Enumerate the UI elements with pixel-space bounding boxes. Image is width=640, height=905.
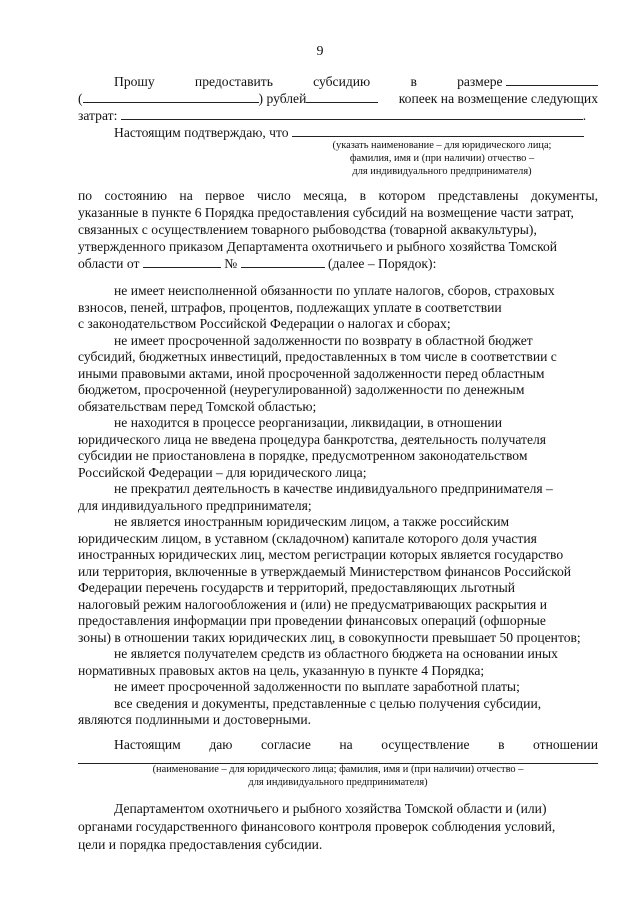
word: согласие [260,737,311,752]
condition-item [78,415,598,481]
word: субсидию [313,74,371,89]
condition-line: не находится в процессе реорганизации, ликвидации, в отношении [114,415,502,430]
text-line: цели и порядка предоставления субсидии. [78,837,323,852]
condition-item [78,679,598,696]
final-paragraph [78,800,598,854]
condition-line: не имеет просроченной задолженности по выплате заработной платы; [114,679,520,694]
text-line: Департаментом охотничьего и рыбного хозяйства Томской области и (или) [114,801,547,816]
word: предоставить [194,74,273,89]
request-paragraph [78,73,598,141]
condition-line: взносов, пеней, штрафов, процентов, подлежащих уплате в соответствии [78,299,502,315]
condition-line: не является иностранным юридическим лицом, а также российским [114,514,510,529]
costs-blank[interactable] [121,107,583,120]
condition-line: не имеет просроченной задолженности по возврату в областной бюджет [114,332,533,348]
condition-line: или территория, включенные в утверждаемый Министерством финансов Российской [78,563,572,579]
condition-line: налоговый режим налогообложения и (или) не предусматривающих раскрытия и [78,596,547,612]
text-line: указанные в пункте 6 Порядка предоставления субсидий на возмещение части затрат, [78,205,574,220]
amount-blank[interactable] [457,73,598,90]
order-date-blank[interactable] [143,255,221,268]
condition-line: Федерации перечень государств и территорий, предоставляющих льготный [78,580,516,595]
condition-line: с законодательством Российской Федерации о налогах и сборах; [78,316,451,331]
condition-line: юридическим лицом, в уставном (складочном) капитале которого доля участия [78,530,537,546]
text-line: утвержденного приказом Департамента охотничьего и рыбного хозяйства Томской [78,239,558,254]
consent-note [78,763,598,789]
note-line: фамилия, имя и (при наличии) отчество – [349,153,535,164]
text-line [78,187,598,204]
recipient-name-note [312,139,572,178]
condition-line: юридического лица не введена процедура банкротства, деятельность получателя [78,431,547,447]
word: в [410,74,417,89]
condition-line: бюджетом, просроченной (неурегулированной) задолженности по денежным [78,382,525,397]
note-line: для индивидуального предпринимателя) [248,777,428,788]
note-line: для индивидуального предпринимателя) [352,166,532,177]
condition-line: являются подлинными и достоверными. [78,712,312,727]
from-label: области от [78,256,140,271]
line-text: по состоянию на первое число месяца, в котором представлены документы, [78,188,598,203]
word: отношении [533,737,598,752]
condition-item [78,481,598,514]
recipient-name-blank[interactable] [292,124,584,137]
note-line: (указать наименование – для юридического лица; [332,140,552,151]
order-number-blank[interactable] [241,255,325,268]
condition-line: иностранных юридических лиц, местом регистрации которых является государство [78,547,564,562]
condition-line: для индивидуального предпринимателя; [78,497,312,513]
condition-line: нормативных правовых актов на цель, указанную в пункте 4 Порядка; [78,662,485,678]
paren-open: ( [78,91,83,106]
condition-item [78,514,598,646]
consent-line [78,736,598,764]
word: Настоящим [114,737,181,752]
condition-line: субсидии не приостановлена в порядке, предусмотренном законодательством [78,448,528,463]
condition-line: предоставления информации при проведении финансовых операций (офшорные [78,613,546,628]
number-sign: № [224,256,238,271]
condition-item [78,333,598,416]
status-paragraph [78,187,598,272]
text-line: связанных с осуществлением товарного рыбоводства (товарной аквакультуры), [78,222,537,237]
page-number: 9 [316,44,324,59]
dot: . [582,108,587,123]
word: на [339,737,353,752]
condition-line: зоны) в отношении таких юридических лиц, в совокупности превышает 50 процентов; [78,629,581,645]
request-line-3 [78,107,598,124]
condition-line: не прекратил деятельность в качестве индивидуального предпринимателя – [114,481,553,496]
amount-words-blank[interactable] [83,90,259,103]
condition-line: не является получателем средств из областного бюджета на основании иных [114,646,558,661]
word: даю [209,737,233,752]
kopecks-blank[interactable] [306,90,378,103]
condition-line: иными правовыми актами, иной просроченной задолженности перед областным [78,365,545,381]
condition-line: субсидий, бюджетных инвестиций, предоставленных в том числе в соответствии с [78,349,557,364]
condition-line: Российской Федерации – для юридического лица; [78,464,367,480]
order-line [78,255,598,272]
text-line: органами государственного финансового контроля проверок соблюдения условий, [78,819,556,834]
request-line-1 [78,73,598,90]
word: осуществление [381,737,470,752]
word: Прошу [114,74,155,89]
condition-line: обязательствам перед Томской областью; [78,398,317,414]
condition-line: не имеет неисполненной обязанности по уплате налогов, сборов, страховых [114,283,555,298]
note-line: (наименование – для юридического лица; фамилия, имя и (при наличии) отчество – [152,764,524,775]
condition-line: все сведения и документы, представленные с целью получения субсидии, [114,695,542,711]
rubles-label: ) рублей [258,91,307,106]
confirm-label: Настоящим подтверждаю, что [114,125,289,140]
conditions-list [78,283,598,729]
request-line-2 [78,90,598,107]
condition-item [78,283,598,333]
condition-item [78,696,598,729]
word: в [498,737,505,752]
costs-label: затрат: [78,108,118,123]
condition-item [78,646,598,679]
word: размере [457,74,503,89]
kopecks-label: копеек на возмещение следующих [398,91,598,106]
order-suffix: (далее – Порядок): [328,256,437,271]
